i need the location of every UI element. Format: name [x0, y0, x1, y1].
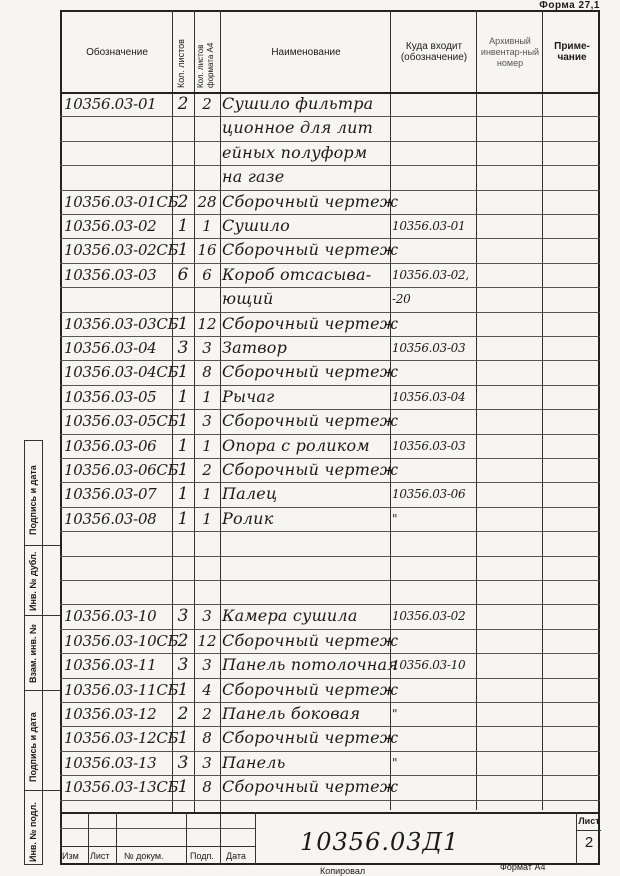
row-sheets: 1	[177, 460, 189, 480]
row-a4: 1	[202, 436, 212, 455]
row-a4: 1	[202, 509, 212, 528]
row-name: Палец	[222, 484, 278, 504]
row-a4: 12	[197, 631, 217, 650]
row-where-used: "	[392, 511, 398, 526]
row-sheets: 1	[177, 508, 189, 529]
row-name: Опора с роликом	[222, 435, 370, 455]
row-sheets: 1	[177, 386, 189, 407]
row-sheets: 2	[177, 191, 189, 212]
row-a4: 1	[202, 217, 212, 235]
row-code: 10356.03-06СБ	[64, 461, 179, 479]
form-label: Форма 27,1	[539, 0, 600, 11]
row-code: 10356.03-11	[64, 656, 157, 675]
row-name: Камера сушила	[222, 606, 358, 626]
stamp-divider	[186, 812, 187, 865]
row-code: 10356.03-12	[64, 705, 157, 723]
row-sheets: 3	[177, 338, 189, 358]
row-code: 10356.03-02	[64, 217, 157, 235]
row-a4: 1	[202, 387, 212, 406]
row-name: Сборочный чертеж	[222, 362, 399, 382]
row-a4: 2	[202, 95, 212, 113]
row-sheets: 1	[177, 728, 189, 749]
row-code: 10356.03-03	[64, 265, 157, 284]
header-archive: Архивный инвентар-ный номер	[480, 35, 540, 68]
stamp-divider	[88, 812, 89, 865]
row-code: 10356.03-13	[64, 753, 157, 772]
row-name: Короб отсасыва-	[222, 264, 372, 284]
row-name: Сушило фильтра	[222, 94, 374, 113]
row-sheets: 1	[177, 777, 189, 798]
row-name: ционное для лит	[222, 118, 374, 138]
row-a4: 1	[202, 485, 212, 504]
row-sheets: 1	[177, 313, 189, 334]
row-a4: 2	[202, 461, 212, 479]
row-code: 10356.03-10СБ	[64, 631, 179, 650]
row-where-used: 10356.03-04	[392, 389, 466, 404]
row-name: Сборочный чертеж	[222, 630, 399, 650]
row-sheets: 1	[177, 240, 189, 261]
row-sheets: 6	[177, 264, 189, 285]
row-a4: 2	[202, 705, 212, 723]
row-a4: 16	[197, 241, 217, 260]
row-code: 10356.03-02СБ	[64, 241, 179, 260]
row-sheets: 2	[177, 630, 189, 651]
row-name: Сборочный чертеж	[222, 191, 399, 211]
stamp-divider	[255, 812, 256, 865]
row-code: 10356.03-05	[64, 387, 157, 406]
row-where-used: -20	[392, 292, 411, 307]
header-designation: Обозначение	[86, 46, 148, 58]
row-code: 10356.03-10	[64, 607, 157, 626]
row-code: 10356.03-01	[64, 95, 157, 113]
stamp-divider	[116, 812, 117, 865]
row-name: Сборочный чертеж	[222, 460, 399, 479]
row-name: Сушило	[222, 216, 291, 235]
row-a4: 3	[202, 656, 212, 675]
side-sign-date-bottom: Подпись и дата	[28, 712, 38, 782]
row-name: Панель	[222, 752, 286, 772]
row-code: 10356.03-12СБ	[64, 729, 179, 748]
row-name: на газе	[222, 167, 285, 187]
row-sheets: 1	[177, 435, 189, 456]
row-name: ейных полуформ	[222, 142, 368, 162]
row-sheets: 1	[177, 484, 189, 505]
row-code: 10356.03-01СБ	[64, 192, 179, 211]
footer-copied: Копировал	[320, 866, 366, 876]
row-where-used: 10356.03-10	[392, 658, 466, 673]
stamp-top-line	[60, 812, 600, 814]
header-a4-format: Кол. листов формата А4	[196, 42, 215, 88]
row-name: Сборочный чертеж	[222, 240, 399, 260]
row-sheets: 1	[177, 216, 189, 236]
header-where-used: Куда входит (обозначение)	[400, 41, 468, 63]
stamp-doc-num: № докум.	[124, 851, 164, 861]
row-sheets: 3	[177, 606, 189, 627]
row-where-used: 10356.03-03	[392, 341, 466, 355]
row-name: Затвор	[222, 338, 288, 357]
row-sheets: 2	[177, 704, 189, 724]
row-name: Сборочный чертеж	[222, 728, 399, 748]
side-inv-podl: Инв. № подл.	[28, 802, 38, 862]
row-a4: 3	[202, 753, 212, 772]
row-line	[60, 556, 600, 557]
row-name: ющий	[222, 289, 274, 309]
row-a4: 3	[202, 412, 212, 431]
row-sheets: 1	[177, 411, 189, 432]
footer-format: Формат А4	[500, 862, 546, 872]
stamp-row-line	[60, 828, 255, 829]
row-line	[60, 800, 600, 801]
row-where-used: 10356.03-06	[392, 487, 466, 502]
row-code: 10356.03-04	[64, 339, 157, 357]
row-a4: 8	[202, 363, 212, 382]
side-vzam-inv: Взам. инв. №	[28, 623, 38, 683]
row-name: Панель боковая	[222, 704, 361, 723]
sheet-box	[576, 812, 601, 865]
row-name: Сборочный чертеж	[222, 777, 399, 797]
row-a4: 3	[202, 339, 212, 357]
stamp-row-line	[60, 846, 255, 847]
row-code: 10356.03-03СБ	[64, 314, 179, 333]
stamp-list: Лист	[90, 851, 110, 861]
sheet-label: Лист	[577, 812, 601, 831]
row-code: 10356.03-05СБ	[64, 412, 179, 431]
document-number: 10356.03Д1	[300, 828, 460, 856]
row-a4: 3	[202, 607, 212, 626]
header-note: Приме-чание	[554, 41, 590, 63]
row-code: 10356.03-08	[64, 509, 157, 528]
sheet-number: 2	[584, 834, 594, 851]
row-code: 10356.03-04СБ	[64, 363, 179, 382]
row-code: 10356.03-13СБ	[64, 778, 179, 797]
row-line	[60, 531, 600, 532]
row-where-used: "	[392, 755, 398, 770]
row-where-used: 10356.03-01	[392, 219, 466, 233]
stamp-izm: Изм	[62, 851, 79, 861]
row-a4: 8	[202, 729, 212, 748]
row-sheets: 3	[177, 655, 189, 676]
row-sheets: 1	[177, 679, 189, 700]
stamp-data: Дата	[226, 851, 246, 861]
row-name: Сборочный чертеж	[222, 411, 399, 431]
row-name: Рычаг	[222, 386, 275, 406]
col-divider	[220, 10, 221, 865]
side-inv-dubl: Инв. № дубл.	[28, 551, 38, 611]
row-sheets: 3	[177, 752, 189, 773]
row-where-used: "	[392, 707, 398, 721]
row-a4: 28	[197, 192, 217, 211]
row-name: Сборочный чертеж	[222, 313, 399, 333]
header-name: Наименование	[271, 46, 341, 58]
row-where-used: 10356.03-02,	[392, 267, 469, 282]
side-strip-inner	[42, 440, 60, 865]
row-code: 10356.03-07	[64, 485, 157, 504]
row-a4: 8	[202, 778, 212, 797]
row-line	[60, 580, 600, 581]
stamp-podp: Подп.	[190, 851, 214, 861]
row-name: Ролик	[222, 508, 274, 528]
row-where-used: 10356.03-03	[392, 438, 466, 453]
row-name: Сборочный чертеж	[222, 679, 399, 699]
row-a4: 6	[202, 265, 212, 284]
header-sheets-count: Кол. листов	[176, 39, 186, 88]
row-where-used: 10356.03-02	[392, 609, 466, 624]
row-sheets: 2	[177, 94, 189, 114]
row-sheets: 1	[177, 362, 189, 383]
row-a4: 4	[202, 680, 212, 699]
row-code: 10356.03-11СБ	[64, 680, 179, 699]
row-code: 10356.03-06	[64, 436, 157, 455]
row-a4: 12	[197, 314, 217, 333]
row-name: Панель потолочная	[222, 655, 399, 675]
side-sign-date-top: Подпись и дата	[28, 465, 38, 535]
